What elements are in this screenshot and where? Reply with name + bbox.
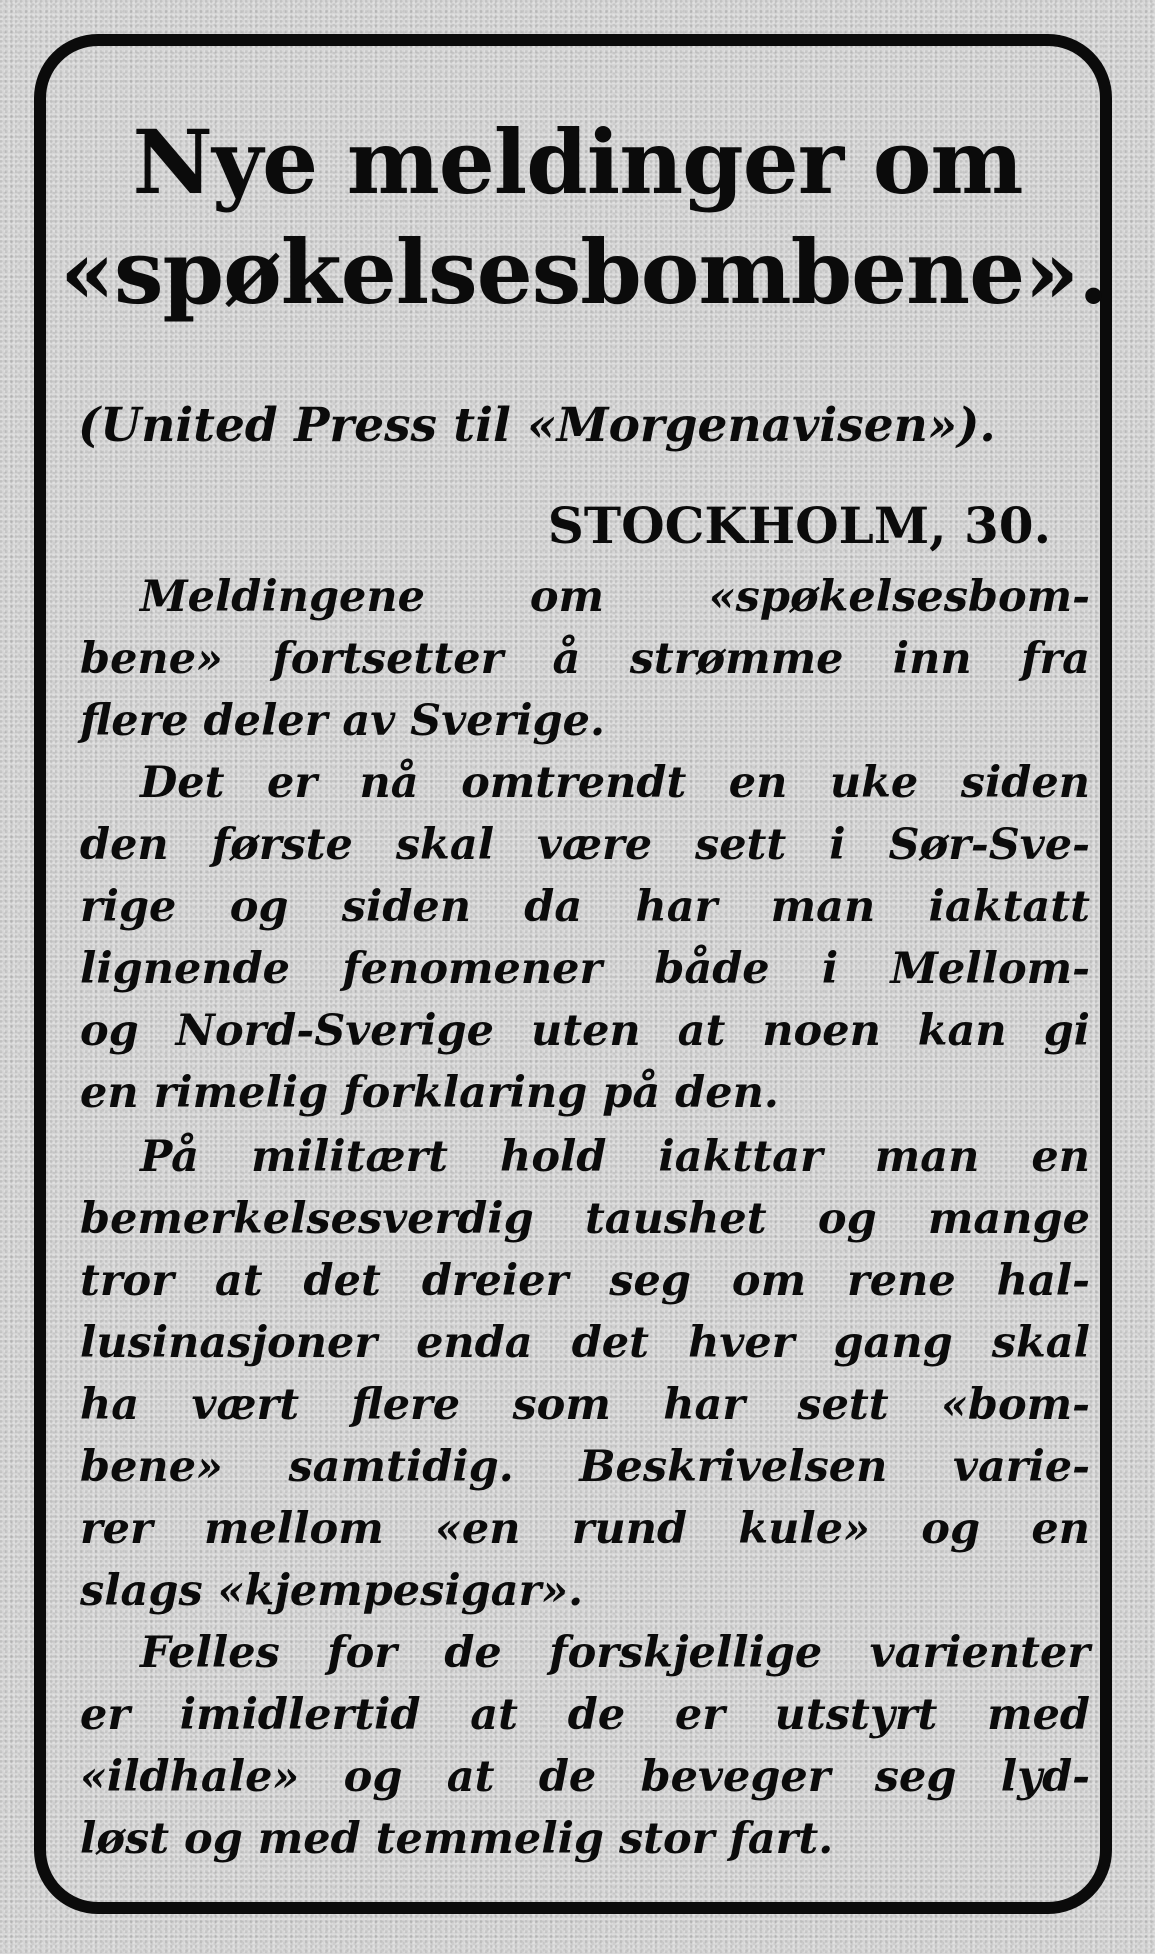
body-line: «ildhale» og at de beveger seg lyd- (80, 1752, 1090, 1802)
body-line: bene» fortsetter å strømme inn fra (80, 634, 1090, 684)
body-line: og Nord-Sverige uten at noen kan gi (80, 1006, 1090, 1056)
body-line: På militært hold iakttar man en (140, 1132, 1090, 1182)
body-line: den første skal være sett i Sør-Sve- (80, 820, 1090, 870)
body-line: ha vært flere som har sett «bom- (80, 1380, 1090, 1430)
body-line: bene» samtidig. Beskrivelsen varie- (80, 1442, 1090, 1492)
body-line: Meldingene om «spøkelsesbom- (140, 572, 1090, 622)
headline-line-1: Nye meldinger om (132, 110, 1023, 214)
body-line: bemerkelsesverdig taushet og mange (80, 1194, 1090, 1244)
source-credit: (United Press til «Morgenavisen»). (78, 398, 996, 453)
body-line: er imidlertid at de er utstyrt med (80, 1690, 1090, 1740)
body-line: rer mellom «en rund kule» og en (80, 1504, 1090, 1554)
body-line: løst og med temmelig stor fart. (80, 1814, 834, 1864)
body-line: en rimelig forklaring på den. (80, 1068, 779, 1118)
headline-line-2: «spøkelsesbombene». (60, 220, 1108, 324)
body-line: flere deler av Sverige. (80, 696, 605, 746)
body-line: slags «kjempesigar». (80, 1566, 584, 1616)
body-line: lusinasjoner enda det hver gang skal (80, 1318, 1090, 1368)
body-line: tror at det dreier seg om rene hal- (80, 1256, 1090, 1306)
body-line: lignende fenomener både i Mellom- (80, 944, 1090, 994)
body-line: Det er nå omtrendt en uke siden (140, 758, 1090, 808)
body-line: rige og siden da har man iaktatt (80, 882, 1090, 932)
dateline: STOCKHOLM, 30. (547, 496, 1051, 555)
body-line: Felles for de forskjellige varienter (140, 1628, 1090, 1678)
